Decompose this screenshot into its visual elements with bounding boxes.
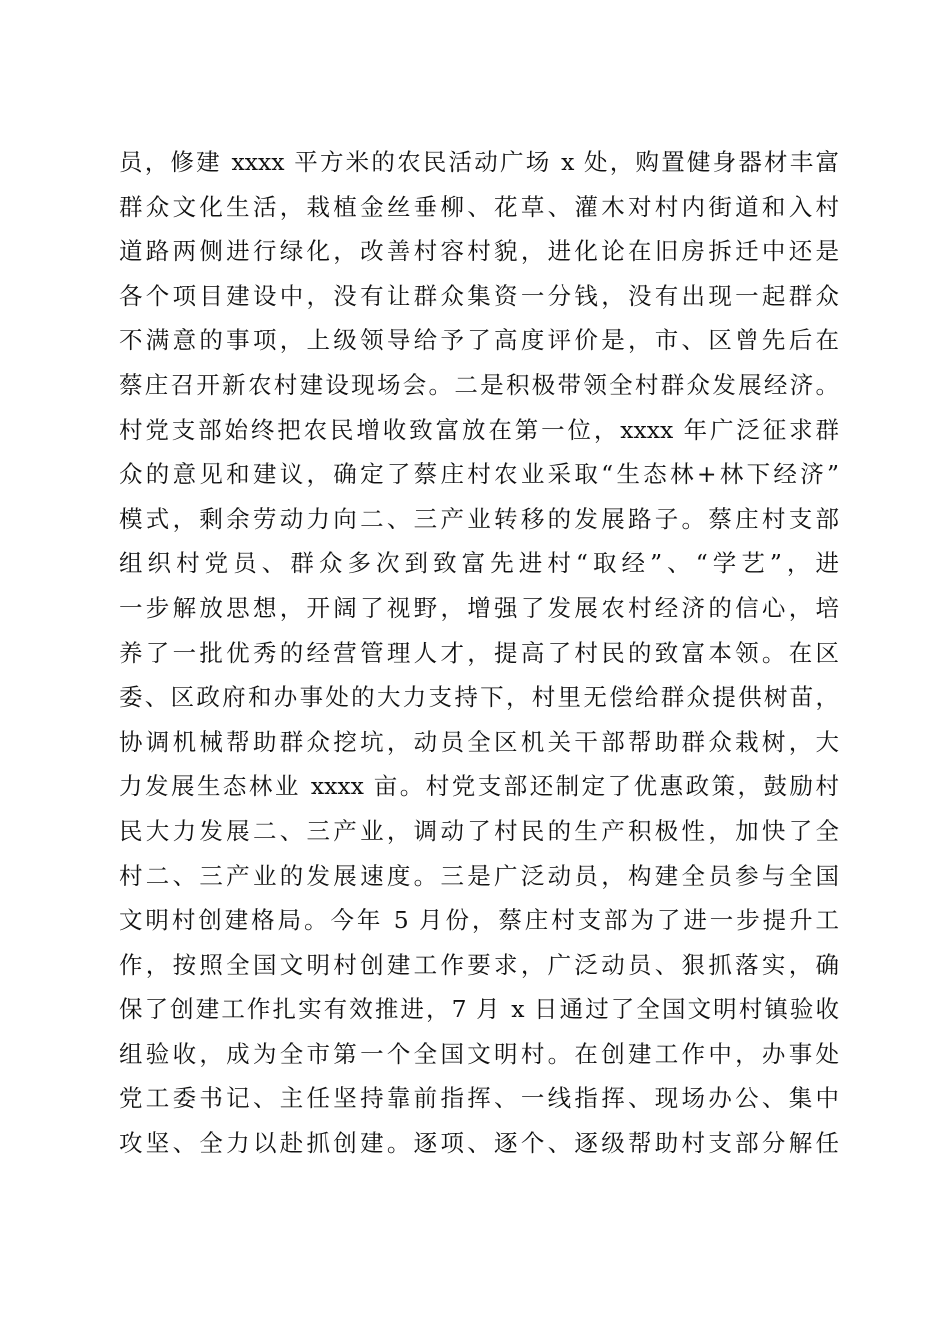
text-line-22: 党工委书记、主任坚持靠前指挥、一线指挥、现场办公、集中 xyxy=(119,1084,839,1113)
text-line-16: 民大力发展二、三产业，调动了村民的生产积极性，加快了全 xyxy=(119,816,839,845)
text-line-11: 一步解放思想，开阔了视野，增强了发展农村经济的信心，培 xyxy=(119,593,839,622)
text-line-19: 作，按照全国文明村创建工作要求，广泛动员、狠抓落实，确 xyxy=(119,950,839,979)
text-line-3: 道路两侧进行绿化，改善村容村貌，进化论在旧房拆迁中还是 xyxy=(119,237,839,266)
text-line-6: 蔡庄召开新农村建设现场会。二是积极带领全村群众发展经济。 xyxy=(119,370,839,399)
text-line-14: 协调机械帮助群众挖坑，动员全区机关干部帮助群众栽树，大 xyxy=(119,727,839,756)
text-line-10: 组织村党员、群众多次到致富先进村“取经”、“学艺”，进 xyxy=(119,549,839,578)
text-line-18: 文明村创建格局。今年 5 月份，蔡庄村支部为了进一步提升工 xyxy=(119,906,839,935)
text-line-13: 委、区政府和办事处的大力支持下，村里无偿给群众提供树苗， xyxy=(119,683,839,712)
text-line-12: 养了一批优秀的经营管理人才，提高了村民的致富本领。在区 xyxy=(119,638,839,667)
body-text xyxy=(119,140,839,1166)
text-line-5: 不满意的事项，上级领导给予了高度评价是，市、区曾先后在 xyxy=(119,326,839,355)
text-line-1: 员，修建 xxxx 平方米的农民活动广场 x 处，购置健身器材丰富 xyxy=(119,148,839,176)
text-line-23: 攻坚、全力以赴抓创建。逐项、逐个、逐级帮助村支部分解任 xyxy=(119,1129,839,1158)
text-line-20: 保了创建工作扎实有效推进，7 月 x 日通过了全国文明村镇验收 xyxy=(119,995,839,1024)
text-line-4: 各个项目建设中，没有让群众集资一分钱，没有出现一起群众 xyxy=(119,281,839,310)
text-line-15: 力发展生态林业 xxxx 亩。村党支部还制定了优惠政策，鼓励村 xyxy=(119,772,839,801)
text-line-9: 模式，剩余劳动力向二、三产业转移的发展路子。蔡庄村支部 xyxy=(119,504,839,533)
text-line-7: 村党支部始终把农民增收致富放在第一位，xxxx 年广泛征求群 xyxy=(119,415,839,444)
text-line-2: 群众文化生活，栽植金丝垂柳、花草、灌木对村内街道和入村 xyxy=(119,192,839,221)
text-line-21: 组验收，成为全市第一个全国文明村。在创建工作中，办事处 xyxy=(119,1039,839,1068)
text-line-8: 众的意见和建议，确定了蔡庄村农业采取“生态林+林下经济” xyxy=(119,460,839,489)
text-line-17: 村二、三产业的发展速度。三是广泛动员，构建全员参与全国 xyxy=(119,861,839,890)
